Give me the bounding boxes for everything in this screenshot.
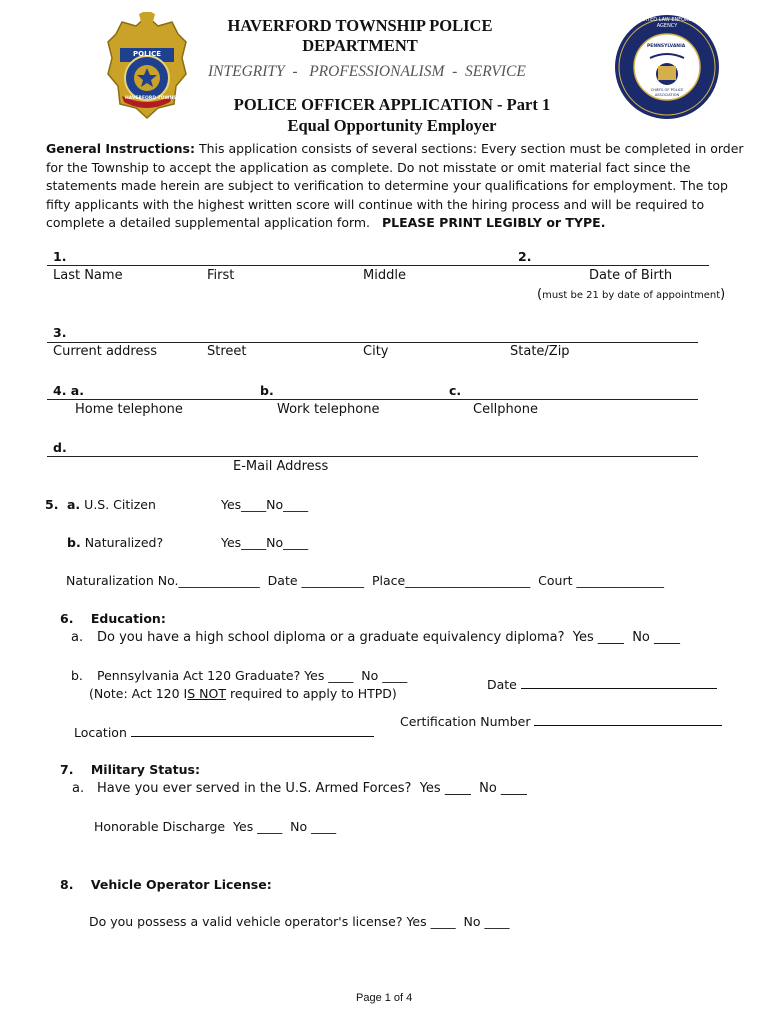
work-telephone-label: Work telephone bbox=[277, 402, 380, 417]
armed-forces-question[interactable]: Have you ever served in the U.S. Armed Forces? Yes ____ No ____ bbox=[97, 781, 527, 796]
department-title-line2: DEPARTMENT bbox=[302, 36, 418, 55]
city-label: City bbox=[363, 344, 389, 359]
education-heading: 6. Education: bbox=[60, 611, 166, 626]
telephone-input-line[interactable] bbox=[47, 399, 698, 400]
instructions-line3: statements made herein are subject to verification to determine your qualifications for employment. The top bbox=[46, 178, 728, 193]
section-4a-number: 4. a. bbox=[53, 383, 84, 398]
date-of-birth-label: Date of Birth bbox=[589, 268, 673, 283]
instructions-line4: fifty applicants with the highest written score will continue with the hiring process and will be required to bbox=[46, 196, 705, 212]
application-title bbox=[200, 94, 584, 136]
act-120-note: (Note: Act 120 IS NOT required to apply to HTPD) bbox=[89, 686, 397, 701]
street-label: Street bbox=[207, 344, 247, 359]
first-name-label: First bbox=[207, 268, 235, 283]
education-b-label: b. bbox=[71, 668, 83, 683]
police-badge-logo bbox=[106, 12, 188, 122]
section-5-number: 5. bbox=[45, 497, 59, 512]
section-4d-number: d. bbox=[53, 440, 67, 455]
department-motto: INTEGRITY - PROFESSIONALISM - SERVICE bbox=[208, 63, 526, 80]
dob-age-note: (must be 21 by date of appointment) bbox=[537, 287, 726, 302]
military-a-label: a. bbox=[72, 781, 85, 796]
home-telephone-label: Home telephone bbox=[75, 402, 183, 417]
email-address-label: E-Mail Address bbox=[233, 459, 329, 474]
current-address-label: Current address bbox=[53, 344, 158, 359]
us-citizen-yes-no[interactable]: Yes____No____ bbox=[221, 497, 309, 512]
diploma-question[interactable]: Do you have a high school diploma or a graduate equivalency diploma? Yes ____ No ____ bbox=[97, 630, 681, 645]
email-input-line[interactable] bbox=[47, 456, 698, 457]
naturalized-question: b. Naturalized? bbox=[67, 535, 164, 550]
naturalization-details-line[interactable]: Naturalization No._____________ Date __________ Place____________________ Court ______________ bbox=[66, 573, 664, 588]
instructions-label: General Instructions: bbox=[46, 141, 195, 156]
badge-top-text: POLICE bbox=[133, 50, 162, 58]
honorable-discharge-question[interactable]: Honorable Discharge Yes ____ No ____ bbox=[94, 819, 337, 834]
section-4c-number: c. bbox=[449, 383, 462, 398]
instructions-line2: for the Township to accept the application as complete. Do not misstate or omit material fact since the bbox=[46, 159, 691, 175]
location-field[interactable]: Location bbox=[74, 724, 374, 740]
last-name-label: Last Name bbox=[53, 268, 123, 283]
seal-association-text: CHIEFS OF POLICE ASSOCIATION bbox=[650, 88, 684, 97]
general-instructions bbox=[46, 140, 744, 233]
badge-bottom-text: HAVERFORD TOWNSHIP bbox=[125, 96, 186, 101]
cellphone-label: Cellphone bbox=[473, 402, 538, 417]
education-a-label: a. bbox=[71, 630, 84, 645]
name-dob-input-line[interactable] bbox=[47, 265, 709, 266]
page-number: Page 1 of 4 bbox=[356, 992, 413, 1004]
seal-ring-text: ACCREDITED LAW ENFORCEMENT AGENCY bbox=[624, 17, 710, 29]
print-legibly-note: PLEASE PRINT LEGIBLY or TYPE. bbox=[381, 215, 606, 230]
seal-state-text: PENNSYLVANIA bbox=[647, 44, 686, 49]
section-3-number: 3. bbox=[53, 325, 67, 340]
vehicle-license-heading: 8. Vehicle Operator License: bbox=[60, 877, 272, 892]
department-title bbox=[200, 16, 520, 56]
act-120-question[interactable]: Pennsylvania Act 120 Graduate? Yes ____ No ____ bbox=[97, 668, 408, 683]
address-input-line[interactable] bbox=[47, 342, 698, 343]
department-title-line1: HAVERFORD TOWNSHIP POLICE bbox=[227, 16, 493, 35]
section-1-number: 1. bbox=[53, 249, 67, 264]
application-title-line1: POLICE OFFICER APPLICATION - Part 1 bbox=[233, 95, 551, 114]
instructions-line5: complete a detailed supplemental application form. bbox=[46, 215, 382, 230]
state-zip-label: State/Zip bbox=[510, 344, 570, 359]
section-2-number: 2. bbox=[518, 249, 532, 264]
military-status-heading: 7. Military Status: bbox=[60, 762, 200, 777]
instructions-line1: This application consists of several sections: Every section must be completed in order bbox=[194, 141, 744, 156]
vehicle-license-question[interactable]: Do you possess a valid vehicle operator's license? Yes ____ No ____ bbox=[89, 914, 510, 929]
accreditation-seal-logo bbox=[614, 14, 720, 120]
certification-number-field[interactable]: Certification Number bbox=[400, 713, 722, 729]
application-title-line2: Equal Opportunity Employer bbox=[287, 116, 497, 135]
act-120-date-field[interactable]: Date bbox=[487, 676, 717, 692]
us-citizen-question: a. U.S. Citizen bbox=[67, 497, 156, 512]
naturalized-yes-no[interactable]: Yes____No____ bbox=[221, 535, 309, 550]
middle-name-label: Middle bbox=[363, 268, 406, 283]
section-4b-number: b. bbox=[260, 383, 274, 398]
